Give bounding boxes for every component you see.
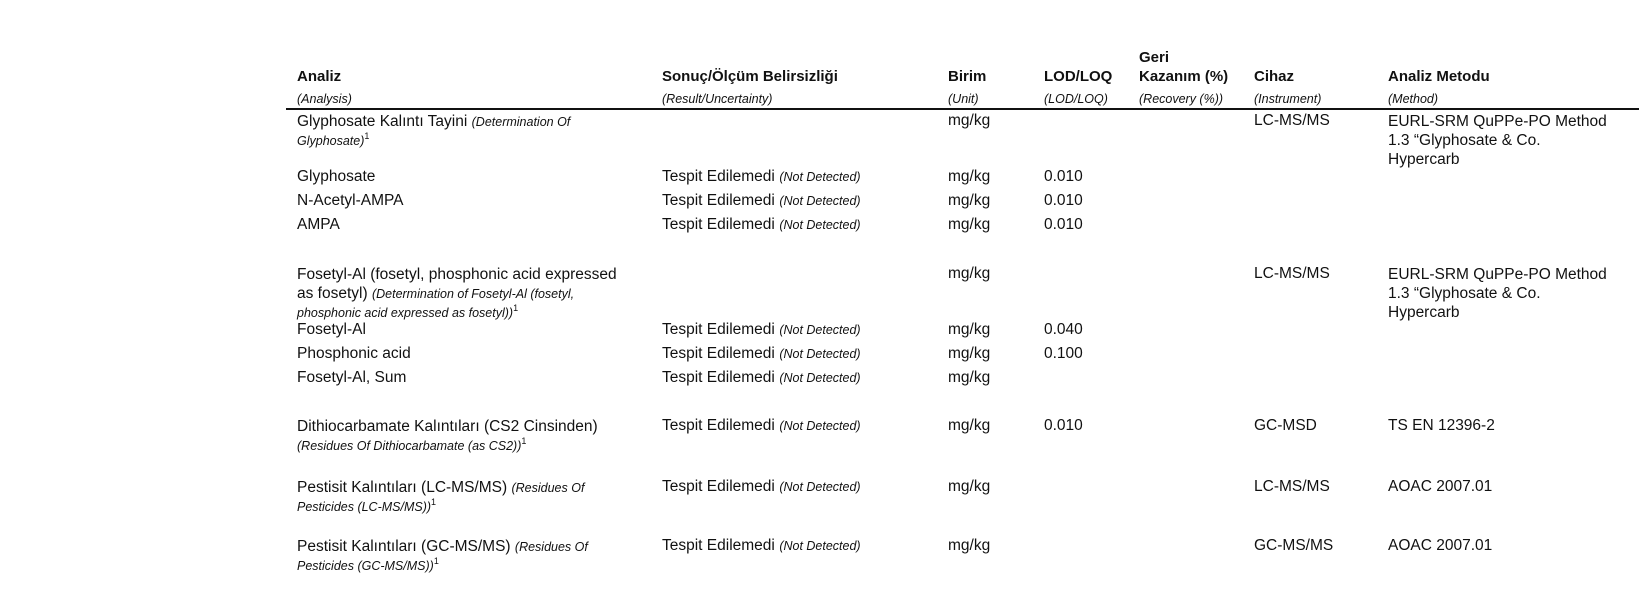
row-unit-phosphonic-acid: mg/kg: [948, 345, 991, 362]
result-tr: Tespit Edilemedi: [662, 192, 775, 209]
row-unit-fosetyl-sum: mg/kg: [948, 369, 991, 386]
group-gcms-method: AOAC 2007.01: [1388, 537, 1493, 554]
result-tr: Tespit Edilemedi: [662, 321, 775, 338]
result-en: (Not Detected): [779, 170, 861, 184]
row-result-phosphonic-acid: [662, 345, 861, 363]
group-title-en: Pesticides (GC-MS/MS)): [297, 559, 434, 573]
group-fosetyl-instrument: LC-MS/MS: [1254, 265, 1330, 282]
row-lod-phosphonic-acid: 0.100: [1044, 345, 1083, 362]
group-title-tr: as fosetyl): [297, 285, 368, 302]
header-rule: [286, 108, 1639, 110]
row-result-glyphosate: [662, 168, 861, 186]
row-name-glyphosate: Glyphosate: [297, 168, 376, 185]
header-method: Analiz Metodu: [1388, 68, 1490, 85]
group-dithiocarbamate-lod: 0.010: [1044, 417, 1083, 434]
result-en: (Not Detected): [779, 419, 861, 433]
group-title-tr: Pestisit Kalıntıları (LC-MS/MS): [297, 479, 508, 496]
group-gcms-unit: mg/kg: [948, 537, 991, 554]
group-fosetyl-title: [297, 265, 617, 322]
header-unit-sub: (Unit): [948, 92, 979, 106]
group-lcms-unit: mg/kg: [948, 478, 991, 495]
group-lcms-instrument: LC-MS/MS: [1254, 478, 1330, 495]
row-name-fosetyl-sum: Fosetyl-Al, Sum: [297, 369, 407, 386]
group-title-en: (Determination of Fosetyl-Al (fosetyl,: [371, 287, 575, 301]
result-en: (Not Detected): [779, 194, 861, 208]
result-en: (Not Detected): [779, 480, 861, 494]
group-dithiocarbamate-result: [662, 417, 861, 435]
row-result-fosetyl-al: [662, 321, 861, 339]
group-glyphosate-unit: mg/kg: [948, 112, 991, 129]
row-name-ampa: AMPA: [297, 216, 340, 233]
group-glyphosate-title: [297, 112, 570, 150]
footnote-marker: 1: [513, 302, 519, 313]
group-gcms-result: [662, 537, 861, 555]
group-gcms-instrument: GC-MS/MS: [1254, 537, 1334, 554]
header-analysis-sub: (Analysis): [297, 92, 352, 106]
row-unit-nacetyl-ampa: mg/kg: [948, 192, 991, 209]
group-title-tr: Dithiocarbamate Kalıntıları (CS2 Cinsinden): [297, 418, 598, 435]
group-dithiocarbamate-method: TS EN 12396-2: [1388, 417, 1495, 434]
header-analysis: Analiz: [297, 68, 342, 85]
result-tr: Tespit Edilemedi: [662, 345, 775, 362]
row-name-fosetyl-al: Fosetyl-Al: [297, 321, 366, 338]
header-recovery-sub: (Recovery (%)): [1139, 92, 1224, 106]
group-title-en: (Residues Of: [514, 540, 588, 554]
row-name-phosphonic-acid: Phosphonic acid: [297, 345, 411, 362]
result-en: (Not Detected): [779, 371, 861, 385]
result-tr: Tespit Edilemedi: [662, 369, 775, 386]
row-unit-fosetyl-al: mg/kg: [948, 321, 991, 338]
group-title-tr: Pestisit Kalıntıları (GC-MS/MS): [297, 538, 511, 555]
row-lod-fosetyl-al: 0.040: [1044, 321, 1083, 338]
group-dithiocarbamate-title: [297, 417, 598, 455]
method-line: EURL-SRM QuPPe-PO Method: [1388, 113, 1607, 130]
group-dithiocarbamate-unit: mg/kg: [948, 417, 991, 434]
group-glyphosate-instrument: LC-MS/MS: [1254, 112, 1330, 129]
group-lcms-title: [297, 478, 584, 516]
row-name-nacetyl-ampa: N-Acetyl-AMPA: [297, 192, 404, 209]
header-instrument: Cihaz: [1254, 68, 1295, 85]
group-title-en: (Residues Of: [511, 481, 585, 495]
group-lcms-result: [662, 478, 861, 496]
group-title-en: Pesticides (LC-MS/MS)): [297, 500, 432, 514]
footnote-marker: 1: [521, 435, 527, 446]
header-recovery-line2: Kazanım (%): [1139, 68, 1229, 85]
footnote-marker: 1: [433, 555, 439, 566]
group-title-en: Glyphosate): [297, 134, 365, 148]
result-tr: Tespit Edilemedi: [662, 417, 775, 434]
result-tr: Tespit Edilemedi: [662, 216, 775, 233]
row-lod-nacetyl-ampa: 0.010: [1044, 192, 1083, 209]
header-result-sub: (Result/Uncertainty): [662, 92, 773, 106]
result-en: (Not Detected): [779, 218, 861, 232]
row-lod-glyphosate: 0.010: [1044, 168, 1083, 185]
result-en: (Not Detected): [779, 323, 861, 337]
group-fosetyl-unit: mg/kg: [948, 265, 991, 282]
result-tr: Tespit Edilemedi: [662, 537, 775, 554]
method-line: Hypercarb: [1388, 151, 1460, 168]
result-en: (Not Detected): [779, 539, 861, 553]
group-title-tr: Glyphosate Kalıntı Tayini: [297, 113, 468, 130]
group-title-tr: Fosetyl-Al (fosetyl, phosphonic acid expressed: [297, 266, 617, 283]
group-glyphosate-method: [1388, 112, 1607, 169]
result-tr: Tespit Edilemedi: [662, 478, 775, 495]
method-line: 1.3 “Glyphosate & Co.: [1388, 285, 1541, 302]
group-title-en: (Residues Of Dithiocarbamate (as CS2)): [297, 439, 522, 453]
header-result: Sonuç/Ölçüm Belirsizliği: [662, 68, 838, 85]
group-title-en: phosphonic acid expressed as fosetyl)): [297, 306, 514, 320]
group-gcms-title: [297, 537, 588, 575]
row-result-nacetyl-ampa: [662, 192, 861, 210]
row-unit-ampa: mg/kg: [948, 216, 991, 233]
row-result-fosetyl-sum: [662, 369, 861, 387]
group-lcms-method: AOAC 2007.01: [1388, 478, 1493, 495]
header-lod-sub: (LOD/LOQ): [1044, 92, 1108, 106]
result-en: (Not Detected): [779, 347, 861, 361]
method-line: EURL-SRM QuPPe-PO Method: [1388, 266, 1607, 283]
group-dithiocarbamate-instrument: GC-MSD: [1254, 417, 1317, 434]
footnote-marker: 1: [431, 496, 437, 507]
row-result-ampa: [662, 216, 861, 234]
group-fosetyl-method: [1388, 265, 1607, 322]
header-lod: LOD/LOQ: [1044, 68, 1113, 85]
header-unit: Birim: [948, 68, 987, 85]
group-title-en: (Determination Of: [471, 115, 571, 129]
footnote-marker: 1: [364, 130, 370, 141]
row-unit-glyphosate: mg/kg: [948, 168, 991, 185]
method-line: Hypercarb: [1388, 304, 1460, 321]
method-line: 1.3 “Glyphosate & Co.: [1388, 132, 1541, 149]
header-method-sub: (Method): [1388, 92, 1439, 106]
header-recovery-line1: Geri: [1139, 49, 1170, 66]
row-lod-ampa: 0.010: [1044, 216, 1083, 233]
result-tr: Tespit Edilemedi: [662, 168, 775, 185]
header-instrument-sub: (Instrument): [1254, 92, 1322, 106]
